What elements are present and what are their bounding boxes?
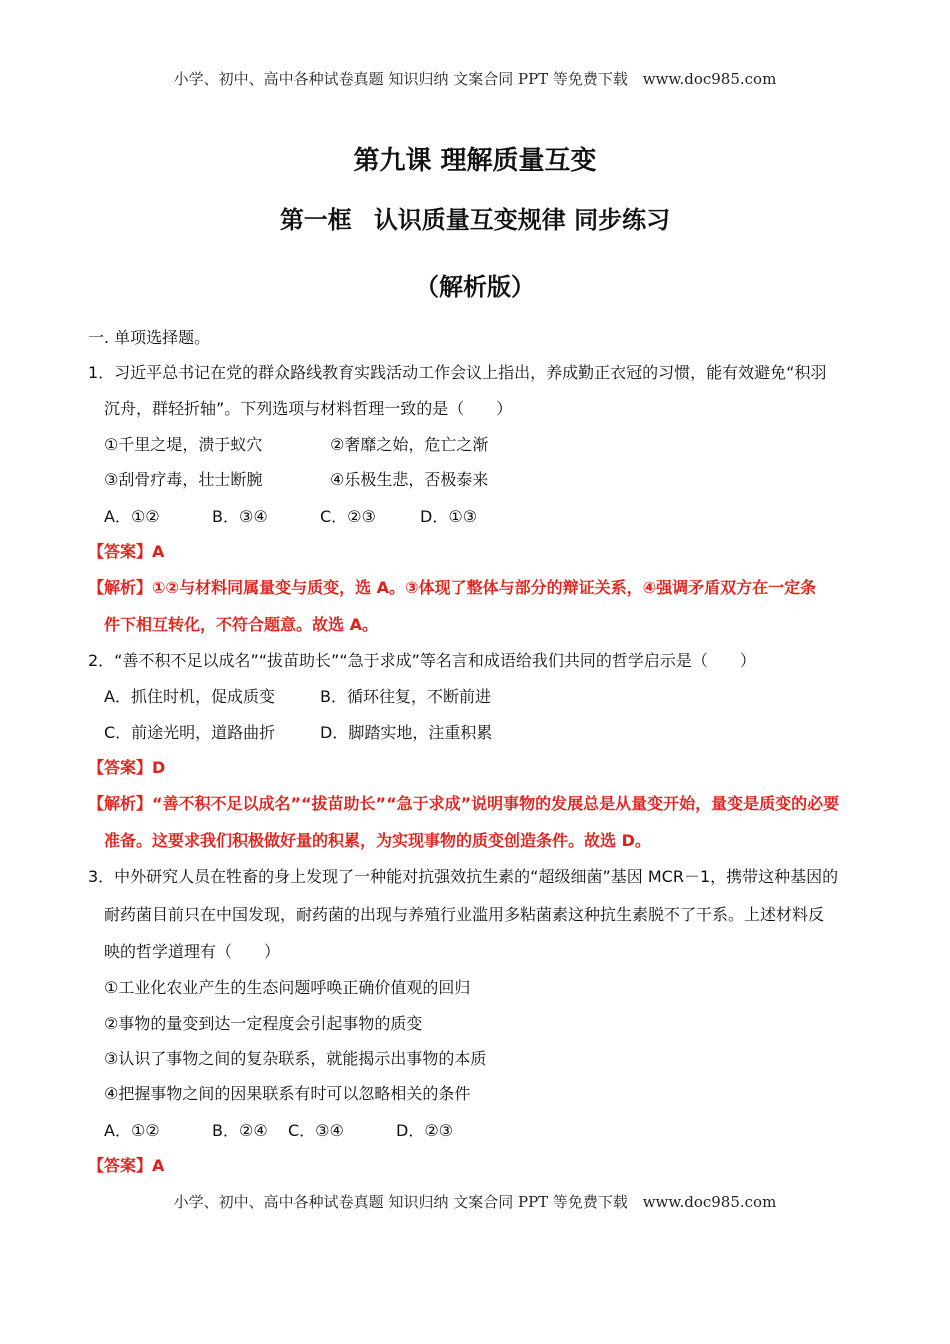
section-heading: 一. 单项选择题。 <box>88 328 211 347</box>
q1-stem-line2: 沉舟，群轻折轴”。下列选项与材料哲理一致的是（ ） <box>104 399 513 418</box>
q2-option-d[interactable]: D．脚踏实地，注重积累 <box>320 723 493 742</box>
q3-option-d[interactable]: D．②③ <box>396 1121 454 1140</box>
q1-option-a[interactable]: A．①② <box>104 507 160 526</box>
page-footer <box>0 1191 950 1212</box>
q3-option-b[interactable]: B．②④ <box>212 1121 268 1140</box>
page-header <box>0 68 950 89</box>
q1-explanation-line1: 【解析】①②与材料同属量变与质变，选 A。③体现了整体与部分的辩证关系，④强调矛盾双方在一定条 <box>88 578 817 597</box>
q1-item-2: ②奢靡之始，危亡之渐 <box>330 435 489 454</box>
q3-stem-line1: 3．中外研究人员在牲畜的身上发现了一种能对抗强效抗生素的“超级细菌”基因 MCR－1，携带这种基因的 <box>88 867 839 886</box>
footer-url[interactable]: www.doc985.com <box>642 1193 777 1211</box>
q1-stem-line1: 1．习近平总书记在党的群众路线教育实践活动工作会议上指出，养成勤正衣冠的习惯，能有效避免“积羽 <box>88 363 827 382</box>
q1-answer: 【答案】A <box>88 542 165 561</box>
q1-item-1: ①千里之堤，溃于蚁穴 <box>104 435 263 454</box>
lesson-title: 第九课 理解质量互变 <box>353 146 597 176</box>
edition-label: （解析版） <box>415 273 535 301</box>
q2-stem: 2．“善不积不足以成名”“拔苗助长”“急于求成”等名言和成语给我们共同的哲学启示是（ ） <box>88 651 756 670</box>
q3-option-c[interactable]: C．③④ <box>288 1121 344 1140</box>
q2-option-a[interactable]: A．抓住时机，促成质变 <box>104 687 275 706</box>
q3-option-a[interactable]: A．①② <box>104 1121 160 1140</box>
q1-option-d[interactable]: D．①③ <box>420 507 478 526</box>
q2-option-c[interactable]: C．前途光明，道路曲折 <box>104 723 276 742</box>
q1-items-row2 <box>104 469 488 491</box>
q3-answer: 【答案】A <box>88 1156 165 1175</box>
q1-item-3: ③刮骨疗毒，壮士断腕 <box>104 470 263 489</box>
q1-options <box>104 506 477 528</box>
q3-options <box>104 1120 453 1142</box>
q1-option-b[interactable]: B．③④ <box>212 507 268 526</box>
q2-options-row1 <box>104 686 491 708</box>
section-title <box>0 200 950 235</box>
q2-answer: 【答案】D <box>88 758 166 777</box>
q1-explanation-line2: 件下相互转化，不符合题意。故选 A。 <box>104 615 378 634</box>
q1-items-row1 <box>104 434 488 456</box>
footer-text: 小学、初中、高中各种试卷真题 知识归纳 文案合同 PPT 等免费下载 <box>173 1193 628 1211</box>
q1-option-c[interactable]: C．②③ <box>320 507 376 526</box>
q3-item-2: ②事物的量变到达一定程度会引起事物的质变 <box>104 1014 423 1033</box>
q3-stem-line3: 映的哲学道理有（ ） <box>104 942 281 961</box>
q3-item-3: ③认识了事物之间的复杂联系，就能揭示出事物的本质 <box>104 1049 487 1068</box>
q3-stem-line2: 耐药菌目前只在中国发现，耐药菌的出现与养殖行业滥用多粘菌素这种抗生素脱不了干系。上述材料反 <box>104 905 825 924</box>
section-title-part1: 第一框 <box>279 206 352 234</box>
header-text: 小学、初中、高中各种试卷真题 知识归纳 文案合同 PPT 等免费下载 <box>173 70 628 88</box>
q2-option-b[interactable]: B．循环往复，不断前进 <box>320 687 491 706</box>
section-title-part2: 认识质量互变规律 同步练习 <box>373 206 671 234</box>
q2-explanation-line1: 【解析】“善不积不足以成名”“拔苗助长”“急于求成”说明事物的发展总是从量变开始，量变是质变的必要 <box>88 794 840 813</box>
q1-item-4: ④乐极生悲，否极泰来 <box>330 470 489 489</box>
q3-item-1: ①工业化农业产生的生态问题呼唤正确价值观的回归 <box>104 978 471 997</box>
q3-item-4: ④把握事物之间的因果联系有时可以忽略相关的条件 <box>104 1084 471 1103</box>
q2-explanation-line2: 准备。这要求我们积极做好量的积累，为实现事物的质变创造条件。故选 D。 <box>104 831 651 850</box>
q2-options-row2 <box>104 722 492 744</box>
header-url[interactable]: www.doc985.com <box>642 70 777 88</box>
